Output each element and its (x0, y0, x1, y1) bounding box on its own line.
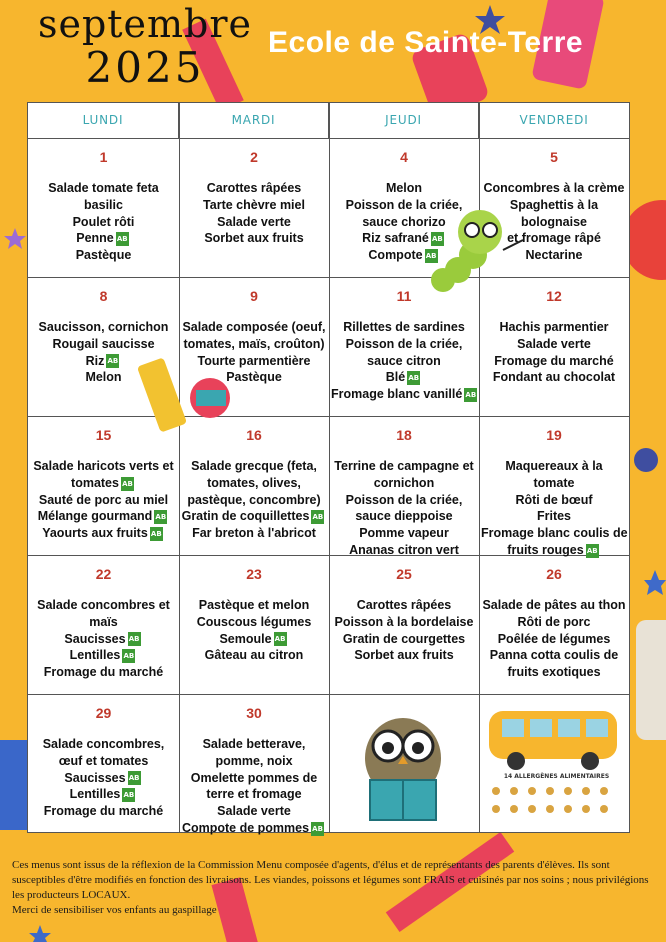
menu-day-cell (479, 416, 629, 555)
dish-item (481, 631, 627, 648)
footer-gaspillage: Merci de sensibiliser vos enfants au gaspillage (12, 904, 217, 916)
dish-item (30, 770, 177, 787)
dish-label: Far breton à l'abricot (192, 526, 316, 541)
organic-label-icon: AB (128, 632, 141, 646)
dish-label: Lentilles (69, 648, 121, 663)
dish-item (331, 508, 477, 525)
dish-label: Salade haricots verts et (33, 459, 174, 473)
dish-item (30, 492, 177, 509)
menu-day-cell (479, 555, 629, 694)
day-number: 30 (246, 705, 262, 721)
header-friday: VENDREDI (519, 113, 589, 127)
dish-item (331, 319, 477, 336)
dish-list (30, 180, 177, 264)
dish-item (181, 458, 327, 475)
footer-note (12, 858, 652, 918)
year-title: 2025 (85, 43, 205, 92)
dish-label: Salade de pâtes au thon (482, 598, 626, 612)
dish-label: Riz safrané (362, 231, 429, 246)
dish-label: tomate (533, 475, 575, 490)
dish-label: sauce chorizo (362, 214, 446, 229)
dish-label: maïs (89, 614, 118, 629)
dish-item (30, 508, 177, 525)
dish-label: Gratin de coquillettes (181, 509, 310, 524)
caterpillar-mascot (418, 200, 528, 300)
dish-item (181, 197, 327, 214)
dish-label: tomates, maïs, croûton) (183, 336, 325, 351)
dish-label: Sauté de porc au miel (38, 492, 169, 507)
day-number: 9 (250, 288, 258, 304)
day-number: 1 (99, 149, 108, 165)
organic-label-icon: AB (128, 771, 141, 785)
dish-label: tomates, olives, (207, 475, 301, 490)
pin-decoration (634, 448, 658, 472)
dish-label: Pastèque (75, 248, 132, 263)
dish-list (30, 458, 177, 542)
dish-item (181, 525, 327, 542)
dish-list (30, 736, 177, 820)
menu-day-cell (329, 416, 479, 555)
star-icon (29, 925, 51, 942)
dish-item (331, 647, 477, 664)
dish-item (181, 631, 327, 648)
dish-label: Poisson à la bordelaise (334, 614, 474, 629)
menu-day-cell (28, 138, 179, 277)
organic-label-icon: AB (464, 388, 477, 402)
dish-item (181, 475, 327, 492)
dish-item (181, 508, 327, 525)
dish-label: Mélange gourmand (37, 509, 153, 524)
dish-item (30, 736, 177, 753)
day-number: 12 (546, 288, 562, 304)
dish-label: Melon (385, 181, 423, 195)
dish-item (481, 664, 627, 681)
menu-day-cell (179, 694, 329, 835)
dish-label: Blé (385, 370, 406, 385)
dish-item (30, 247, 177, 264)
dish-item (30, 458, 177, 475)
dish-label: Saucisson, cornichon (38, 320, 169, 334)
dish-item (181, 597, 327, 614)
organic-label-icon: AB (311, 822, 324, 836)
dish-label: Pastèque (226, 370, 282, 385)
dish-label: Rôti de bœuf (515, 492, 593, 507)
dish-item (30, 319, 177, 336)
dish-label: et fromage râpé (507, 231, 601, 246)
dish-label: Compote (368, 248, 423, 263)
dish-label: Hachis parmentier (499, 320, 609, 334)
dish-label: Salade concombres, (42, 737, 165, 751)
dish-item (181, 647, 327, 664)
paint-decoration (636, 620, 666, 740)
organic-label-icon: AB (274, 632, 287, 646)
dish-label: basilic (84, 197, 123, 212)
dish-label: Salade betterave, (202, 737, 306, 751)
menu-day-cell (28, 694, 179, 832)
dish-label: Salade tomate feta (48, 181, 159, 195)
dish-label: Sorbet aux fruits (204, 231, 304, 246)
dish-label: fruits exotiques (507, 665, 601, 680)
organic-label-icon: AB (425, 249, 438, 263)
dish-list (181, 597, 327, 664)
dish-item (181, 214, 327, 231)
dish-label: Riz (85, 353, 105, 368)
dish-list (481, 597, 627, 681)
dish-item (481, 180, 627, 197)
organic-label-icon: AB (150, 527, 163, 541)
dish-label: Melon (85, 370, 122, 385)
dish-label: Salade concombres et (37, 598, 170, 612)
dish-label: Salade grecque (feta, (191, 459, 317, 473)
dish-item (481, 353, 627, 370)
day-number: 2 (250, 149, 258, 165)
dish-item (181, 319, 327, 336)
dish-item (481, 492, 627, 509)
header-monday: LUNDI (28, 103, 179, 138)
dish-item (30, 525, 177, 542)
dish-list (181, 736, 327, 837)
organic-label-icon: AB (121, 477, 134, 491)
dish-label: Saucisses (64, 631, 126, 646)
dish-item (181, 736, 327, 753)
organic-label-icon: AB (586, 544, 599, 558)
dish-label: Carottes râpées (356, 598, 452, 612)
dish-label: pastèque, concombre) (187, 492, 321, 507)
dish-label: Salade verte (217, 214, 291, 229)
dish-item (181, 820, 327, 837)
dish-label: Poisson de la criée, (345, 492, 463, 507)
dish-item (30, 647, 177, 664)
dish-item (331, 458, 477, 475)
organic-label-icon: AB (116, 232, 129, 246)
allergens-title: 14 ALLERGÈNES ALIMENTAIRES (503, 773, 610, 780)
dish-item (331, 353, 477, 370)
star-icon (644, 570, 666, 595)
menu-day-cell (179, 138, 329, 277)
dish-label: Salade verte (517, 336, 591, 351)
school-name: Ecole de Sainte-Terre (268, 26, 584, 59)
dish-label: Poisson de la criée, (345, 197, 463, 212)
menu-day-cell (179, 555, 329, 694)
dish-label: terre et fromage (206, 787, 302, 802)
dish-item (331, 597, 477, 614)
dish-item (181, 803, 327, 820)
dish-label: fruits rouges (507, 542, 584, 557)
dish-label: Tarte chèvre miel (203, 197, 305, 212)
dish-item (30, 614, 177, 631)
dish-item (481, 614, 627, 631)
menu-day-cell (329, 555, 479, 694)
dish-label: Poêlée de légumes (497, 631, 611, 646)
dish-list (481, 458, 627, 559)
dish-item (331, 180, 477, 197)
dish-label: Fromage blanc coulis de (481, 526, 628, 541)
organic-label-icon: AB (407, 371, 420, 385)
dish-label: Rillettes de sardines (343, 320, 465, 334)
dish-label: Salade composée (oeuf, (182, 320, 326, 334)
dish-label: Saucisses (64, 770, 126, 785)
menu-table (27, 102, 630, 833)
dish-item (481, 525, 627, 542)
allergens-icons (490, 785, 625, 819)
dish-label: Salade verte (217, 804, 291, 819)
day-number: 26 (546, 566, 562, 582)
dish-item (30, 475, 177, 492)
dish-item (181, 614, 327, 631)
dish-label: Semoule (219, 631, 272, 646)
month-title: septembre (37, 2, 253, 46)
dish-item (481, 319, 627, 336)
dish-label: Carottes râpées (206, 181, 302, 195)
dish-item (30, 180, 177, 197)
dish-label: cornichon (373, 475, 435, 490)
dish-label: Maquereaux à la (505, 459, 603, 473)
dish-list (181, 180, 327, 247)
dish-list (331, 597, 477, 664)
dish-item (331, 614, 477, 631)
dish-item (181, 770, 327, 787)
dish-item (481, 336, 627, 353)
dish-label: Gâteau au citron (204, 648, 304, 663)
dish-list (331, 319, 477, 403)
dish-label: Pastèque et melon (198, 598, 310, 612)
header-tuesday: MARDI (179, 103, 329, 138)
dish-label: Omelette pommes de (190, 770, 318, 785)
day-number: 23 (246, 566, 262, 582)
dish-label: Spaghettis à la (509, 197, 599, 212)
dish-list (30, 597, 177, 681)
organic-label-icon: AB (106, 354, 119, 368)
dish-item (331, 386, 477, 403)
dish-label: Pomme vapeur (359, 526, 449, 541)
day-number: 22 (95, 566, 112, 582)
dish-label: Fromage du marché (43, 665, 164, 680)
organic-label-icon: AB (431, 232, 444, 246)
dish-label: Ananas citron vert (349, 542, 459, 557)
dish-item (30, 214, 177, 231)
menu-day-cell (28, 555, 179, 694)
dish-label: Fromage blanc vanillé (331, 387, 463, 402)
dish-list (481, 319, 627, 386)
dish-item (181, 786, 327, 803)
day-number: 15 (95, 427, 112, 443)
dish-label: bolognaise (521, 214, 587, 229)
dish-item (30, 803, 177, 820)
dish-label: pomme, noix (215, 753, 293, 768)
star-icon (4, 228, 26, 249)
dish-label: sauce dieppoise (355, 509, 453, 524)
dish-item (481, 369, 627, 386)
dish-label: Gratin de courgettes (342, 631, 466, 646)
owl-illustration (348, 698, 458, 828)
dish-item (481, 458, 627, 475)
day-number: 8 (99, 288, 108, 304)
day-number: 25 (396, 566, 412, 582)
dish-item (30, 597, 177, 614)
dish-label: Lentilles (69, 787, 121, 802)
dish-item (181, 753, 327, 770)
day-number: 5 (550, 149, 558, 165)
dish-label: Fromage du marché (43, 804, 164, 819)
dish-item (481, 508, 627, 525)
day-number: 11 (396, 288, 412, 304)
dish-label: Panna cotta coulis de (489, 648, 619, 663)
day-number: 19 (546, 427, 562, 443)
dish-item (331, 475, 477, 492)
dish-label: Tourte parmentière (197, 353, 311, 368)
dish-label: Fromage du marché (494, 353, 614, 368)
day-number: 16 (246, 427, 262, 443)
organic-label-icon: AB (154, 510, 167, 524)
footer-text: Ces menus sont issus de la réflexion de la Commission Menu composée d'agents, d'élus et de représentants des parents d'élèves. Ils sont susceptibles d'être modifiés en fonction des livraisons. Les viandes, poissons et légumes sont FRAIS et cuisinés par nos soins ; nous privilégions les producteurs LOCAUX. (12, 859, 649, 901)
dish-item (30, 631, 177, 648)
dish-label: œuf et tomates (58, 753, 149, 768)
dish-label: Fondant au chocolat (492, 370, 616, 385)
dish-item (30, 753, 177, 770)
day-number: 18 (396, 427, 412, 443)
dish-label: Sorbet aux fruits (354, 648, 454, 663)
dish-item (30, 230, 177, 247)
dish-label: tomates (71, 475, 119, 490)
dish-item (181, 230, 327, 247)
pencil-mascot (138, 350, 238, 450)
dish-label: Concombres à la crème (483, 181, 625, 195)
dish-item (331, 525, 477, 542)
day-number: 29 (95, 705, 112, 721)
dish-item (481, 597, 627, 614)
dish-label: Frites (536, 509, 572, 524)
dish-item (181, 492, 327, 509)
dish-label: Rôti de porc (517, 614, 591, 629)
day-number: 4 (400, 149, 408, 165)
dish-item (30, 664, 177, 681)
dish-item (331, 336, 477, 353)
dish-item (331, 631, 477, 648)
organic-label-icon: AB (311, 510, 324, 524)
dish-item (30, 197, 177, 214)
organic-label-icon: AB (122, 788, 135, 802)
dish-label: Penne (76, 231, 114, 246)
organic-label-icon: AB (122, 649, 135, 663)
dish-label: Rougail saucisse (52, 336, 155, 351)
dish-item (331, 492, 477, 509)
dish-label: Compote de pommes (181, 820, 310, 835)
dish-label: Yaourts aux fruits (42, 526, 148, 541)
dish-list (331, 458, 477, 559)
dish-label: Terrine de campagne et (334, 459, 474, 473)
dish-item (181, 180, 327, 197)
dish-label: sauce citron (367, 353, 441, 368)
dish-label: Poulet rôti (72, 214, 135, 229)
dish-item (30, 786, 177, 803)
dish-label: Nectarine (525, 248, 583, 263)
dish-item (331, 369, 477, 386)
dish-label: Poisson de la criée, (345, 336, 463, 351)
dish-list (181, 458, 327, 542)
dish-item (481, 647, 627, 664)
dish-label: Couscous légumes (196, 614, 312, 629)
header-thursday: JEUDI (329, 103, 479, 138)
dish-item (481, 475, 627, 492)
school-bus-illustration (484, 701, 624, 771)
